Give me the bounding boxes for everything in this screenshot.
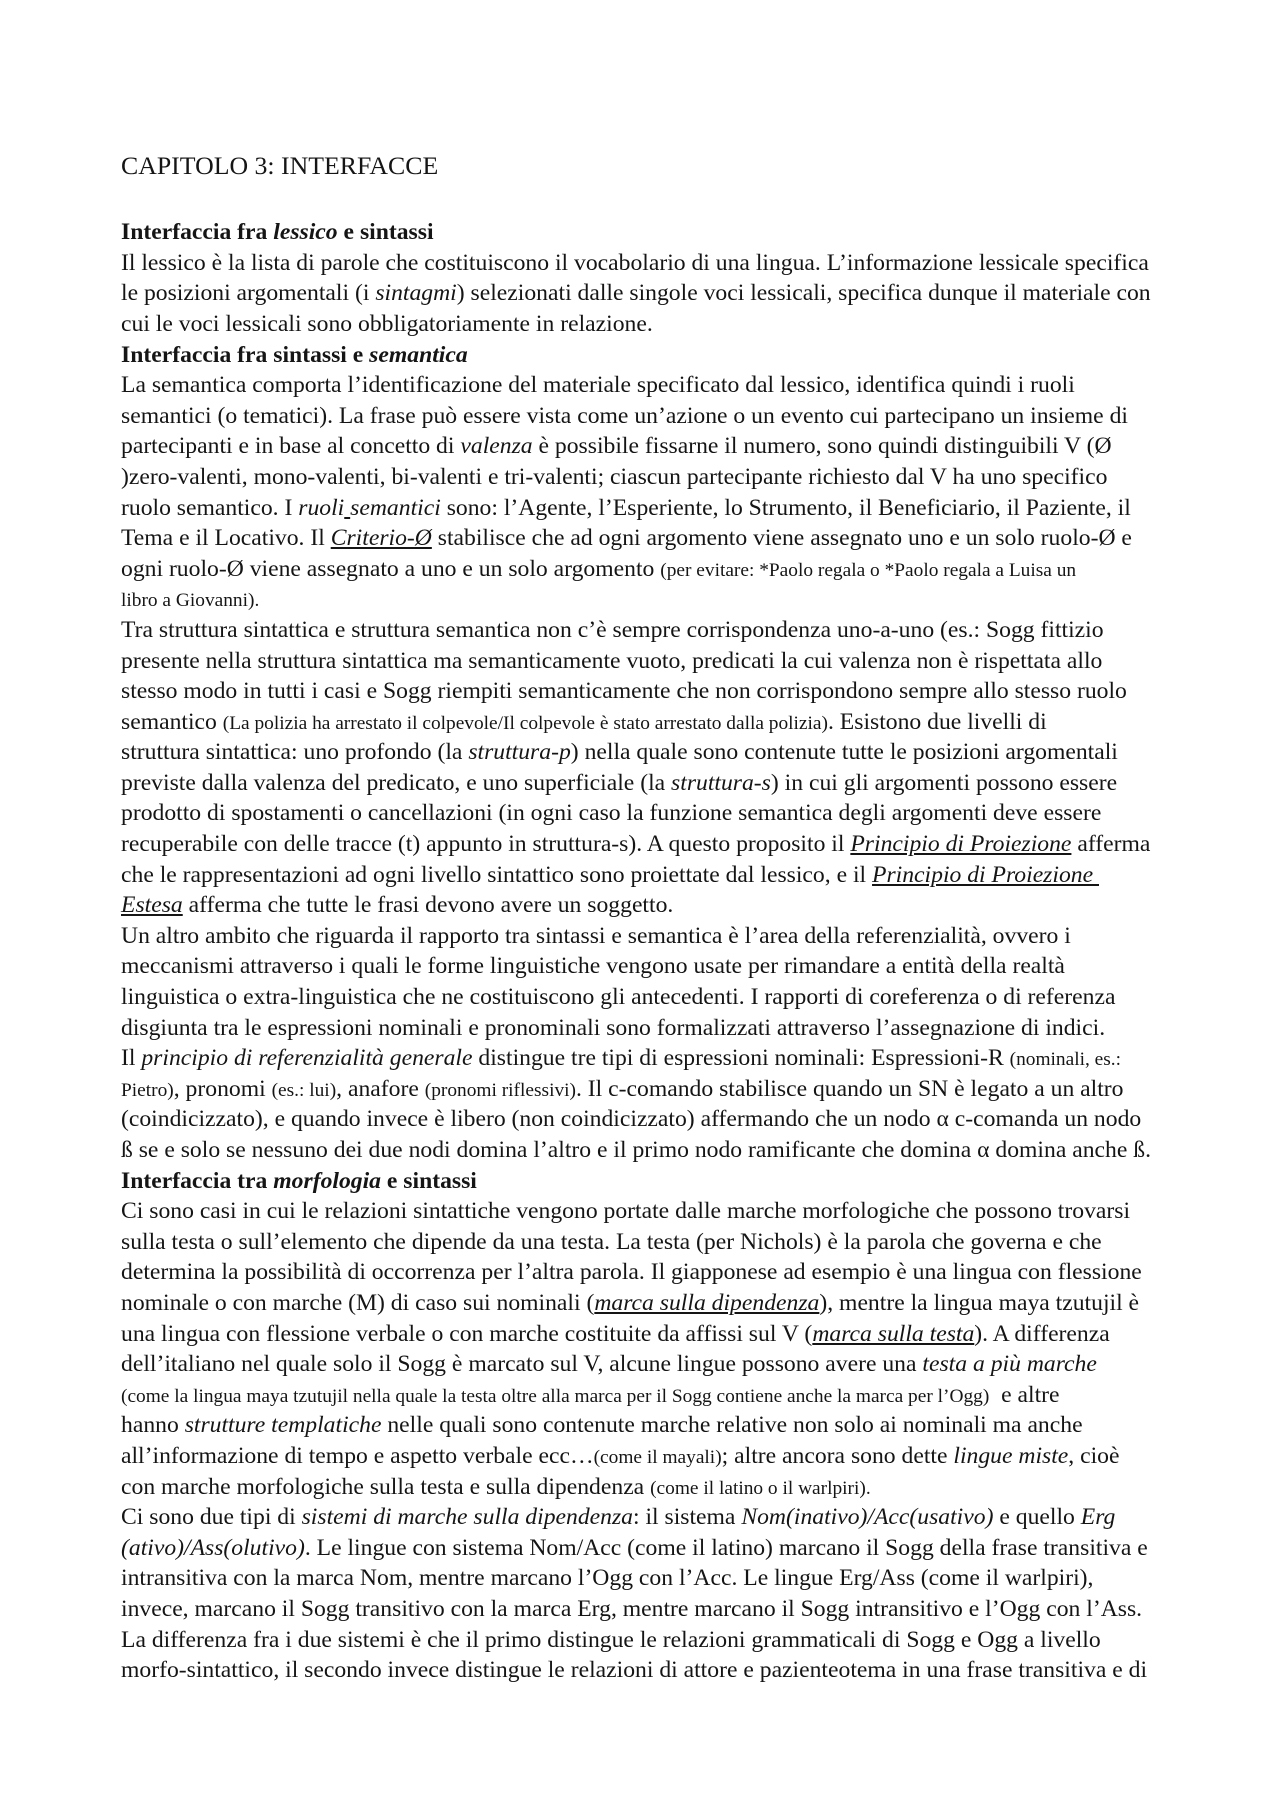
example-note: (come la lingua maya tzutujil nella quale la testa oltre alla marca per il Sogg contiene anche la marca per l’Ogg) [121,1385,990,1407]
text-run: Interfaccia fra [121,219,274,246]
text-line [121,554,1181,585]
example-note: (come il mayali) [593,1446,722,1468]
section [121,340,1181,1166]
text-run: Tra struttura sintattica e struttura semantica non c’è sempre corrispondenza uno-a-uno (es.: Sogg fittizio [121,616,1104,643]
text-line [121,860,1181,891]
text-run: prodotto di spostamenti o cancellazioni (in ogni caso la funzione semantica degli argomenti deve essere [121,800,1102,827]
text-line [121,1594,1181,1625]
text-run: . Esistono due livelli di [827,708,1047,735]
example-note: (nominali, es.: [1009,1049,1122,1071]
text-line [121,309,1181,340]
text-run: , pronomi [173,1075,272,1102]
text-line [121,921,1181,952]
paragraph [121,1196,1181,1502]
text-run: Ci sono due tipi di [121,1504,302,1531]
text-run: meccanismi attraverso i quali le forme linguistiche vengono usate per rimandare a entità della realtà [121,953,1065,980]
section-heading [121,340,1181,371]
text-line [121,1563,1181,1594]
italic-term: semantici [350,494,441,521]
text-run: morfo-sintattico, il secondo invece distingue le relazioni di attore e pazienteotema in una frase transitiva e di [121,1657,1148,1684]
section-heading [121,1166,1181,1197]
text-run: ), mentre la lingua maya tzutujil è [819,1289,1140,1316]
text-run: recuperabile con delle tracce (t) appunto in struttura-s). A questo proposito il [121,831,851,858]
italic-term: lessico [273,219,338,246]
text-run: Interfaccia tra [121,1167,274,1194]
text-run: La semantica comporta l’identificazione del materiale specificato dal lessico, identifica quindi i ruoli [121,372,1075,399]
text-run: : il sistema [632,1504,742,1531]
document-body [121,149,1181,1686]
text-run: una lingua con flessione verbale o con marche costituite da affissi sul V ( [121,1320,813,1347]
text-line [121,1013,1181,1044]
text-line [121,1196,1181,1227]
text-line [121,1288,1181,1319]
text-line [121,982,1181,1013]
text-run: disgiunta tra le espressioni nominali e pronominali sono formalizzati attraverso l’assegnazione di indici. [121,1014,1106,1041]
text-run: afferma [1071,831,1151,858]
text-run: . Il c-comando stabilisce quando un SN è legato a un altro [575,1075,1124,1102]
text-line [121,798,1181,829]
paragraph [121,370,1181,615]
text-run: e sintassi [337,219,434,246]
section [121,217,1181,339]
text-run: ogni ruolo-Ø viene assegnato a uno e un solo argomento [121,555,661,582]
text-line [121,1257,1181,1288]
text-line [121,951,1181,982]
underlined-term: marca sulla testa [812,1320,975,1347]
text-run: La differenza fra i due sistemi è che il primo distingue le relazioni grammaticali di Sogg e Ogg a livello [121,1626,1101,1653]
text-run: partecipanti e in base al concetto di [121,433,461,460]
document-sections [121,217,1181,1686]
text-run: sulla testa o sull’elemento che dipende da una testa. La testa (per Nichols) è la parola che governa e che [121,1228,1102,1255]
example-note: libro a Giovanni). [121,590,260,612]
paragraph [121,248,1181,340]
text-run: stabilisce che ad ogni argomento viene assegnato uno e un solo ruolo-Ø e [431,525,1132,552]
text-run: ) in cui gli argomenti possono essere [770,769,1118,796]
text-run: nominale o con marche (M) di caso sui nominali ( [121,1289,595,1316]
text-line [121,646,1181,677]
italic-term: sistemi di marche sulla dipendenza [301,1504,633,1531]
text-line [121,1441,1181,1472]
text-run: distingue tre tipi di espressioni nominali: Espressioni-R [472,1045,1010,1072]
italic-term: testa a più marche [922,1351,1097,1378]
text-line [121,431,1181,462]
section [121,1166,1181,1686]
text-line [121,676,1181,707]
text-run: ) selezionati dalle singole voci lessicali, specifica dunque il materiale con [456,280,1151,307]
paragraph [121,1502,1181,1686]
page-title: CAPITOLO 3: INTERFACCE [121,151,439,180]
text-run: Il [121,1045,142,1072]
text-line [121,1227,1181,1258]
text-run: è possibile fissarne il numero, sono quindi distinguibili V (Ø [532,433,1112,460]
italic-term: principio di referenzialità generale [141,1045,473,1072]
text-line [121,707,1181,738]
text-line [121,1349,1181,1380]
text-line [121,829,1181,860]
text-run: previste dalla valenza del predicato, e uno superficiale (la [121,769,672,796]
text-run: Interfaccia fra sintassi e [121,341,370,368]
text-run: nelle quali sono contenute marche relative non solo ai nominali ma anche [381,1412,1083,1439]
example-note: (per evitare: *Paolo regala o *Paolo regala a Luisa un [660,559,1077,581]
text-run: Il lessico è la lista di parole che costituiscono il vocabolario di una lingua. L’informazione lessicale specifica [121,249,1149,276]
text-line [121,1410,1181,1441]
paragraph [121,615,1181,921]
text-line [121,1043,1181,1074]
text-line [121,278,1181,309]
text-run: )zero-valenti, mono-valenti, bi-valenti e tri-valenti; ciascun partecipante richiesto dal V ha uno specifico [121,463,1108,490]
text-run: cui le voci lessicali sono obbligatoriamente in relazione. [121,310,653,337]
text-run: semantici (o tematici). La frase può essere vista come un’azione o un evento cui partecipano un insieme di [121,402,1128,429]
text-run: le posizioni argomentali (i [121,280,376,307]
text-run: ; altre ancora sono dette [721,1442,954,1469]
paragraph [121,921,1181,1043]
text-run: Tema e il Locativo. Il [121,525,331,552]
text-line [121,737,1181,768]
text-run: struttura sintattica: uno profondo (la [121,739,469,766]
text-line [121,370,1181,401]
italic-term: lingue miste [953,1442,1069,1469]
text-line [121,1472,1181,1503]
paragraph [121,1043,1181,1165]
italic-term: struttura-p [468,739,571,766]
example-note: (come il latino o il warlpiri). [650,1477,871,1499]
text-run: ruolo semantico. I [121,494,299,521]
text-run: e altre [989,1381,1060,1408]
italic-term: ruoli [298,494,345,521]
text-run: afferma che tutte le frasi devono avere un soggetto. [182,892,674,919]
text-run: stesso modo in tutti i casi e Sogg riempiti semanticamente che non corrispondono sempre allo stesso ruolo [121,678,1127,705]
text-line [121,401,1181,432]
text-line [121,1380,1181,1411]
text-run: che le rappresentazioni ad ogni livello sintattico sono proiettate dal lessico, e il [121,861,873,888]
text-run: presente nella struttura sintattica ma semanticamente vuoto, predicati la cui valenza non è rispettata allo [121,647,1103,674]
text-line [121,890,1181,921]
text-run: semantico [121,708,223,735]
underlined-term: marca sulla dipendenza [594,1289,820,1316]
underlined-term: Criterio-Ø [330,525,432,552]
text-run: hanno [121,1412,185,1439]
example-note: Pietro) [121,1079,174,1101]
text-line [121,1074,1181,1105]
text-line [121,493,1181,524]
text-run: determina la possibilità di occorrenza per l’altra parola. Il giapponese ad esempio è una lingua con flessione [121,1259,1142,1286]
text-run: ß se e solo se nessuno dei due nodi domina l’altro e il primo nodo ramificante che domina α domina anche ß. [121,1137,1151,1163]
text-line [121,462,1181,493]
text-run: Ci sono casi in cui le relazioni sintattiche vengono portate dalle marche morfologiche che possono trovarsi [121,1198,1131,1225]
italic-term: valenza [460,433,533,460]
italic-term: (ativo)/Ass(olutivo) [121,1534,305,1561]
text-line [121,1319,1181,1350]
text-run: , cioè [1068,1442,1120,1469]
text-run: . Le lingue con sistema Nom/Acc (come il latino) marcano il Sogg della frase transitiva e [304,1534,1148,1561]
text-line [121,248,1181,279]
text-run: (coindicizzato), e quando invece è libero (non coindicizzato) affermando che un nodo α c-comanda un nodo [121,1106,1142,1133]
text-run: linguistica o extra-linguistica che ne costituiscono gli antecedenti. I rapporti di coreferenza o di referenza [121,984,1116,1011]
text-line [121,584,1181,615]
underlined-term: Estesa [121,892,183,919]
text-run: sono: l’Agente, l’Esperiente, lo Strumento, il Beneficiario, il Paziente, il [440,494,1131,521]
italic-term: Nom(inativo)/Acc(usativo) [741,1504,994,1531]
text-run: intransitiva con la marca Nom, mentre marcano l’Ogg con l’Acc. Le lingue Erg/Ass (come il warlpiri), [121,1565,1094,1592]
underlined-term: Principio di Proiezione [850,831,1072,858]
text-line [121,1135,1181,1166]
text-run: dell’italiano nel quale solo il Sogg è marcato sul V, alcune lingue possono avere una [121,1351,923,1378]
text-run: con marche morfologiche sulla testa e sulla dipendenza [121,1473,651,1500]
text-run: ) nella quale sono contenute tutte le posizioni argomentali [570,739,1118,766]
text-line [121,1502,1181,1533]
italic-term: struttura-s [671,769,771,796]
text-line [121,523,1181,554]
text-line [121,615,1181,646]
text-run: all’informazione di tempo e aspetto verbale ecc… [121,1442,594,1469]
italic-term: semantica [369,341,468,368]
example-note: (pronomi riflessivi) [424,1079,576,1101]
text-run: ). A differenza [974,1320,1110,1347]
text-run: , anafore [336,1075,425,1102]
italic-term: Erg [1080,1504,1116,1531]
italic-term: sintagmi [375,280,457,307]
section-heading [121,217,1181,248]
italic-term: morfologia [273,1167,381,1194]
text-line [121,1104,1181,1135]
text-line [121,768,1181,799]
text-run: e sintassi [380,1167,477,1194]
example-note: (La polizia ha arrestato il colpevole/Il colpevole è stato arrestato dalla polizia) [222,712,828,734]
example-note: (es.: lui) [271,1079,337,1101]
text-run: Un altro ambito che riguarda il rapporto tra sintassi e semantica è l’area della referenzialità, ovvero i [121,922,1071,949]
italic-term: strutture templatiche [184,1412,382,1439]
text-line [121,1655,1181,1686]
text-line [121,1625,1181,1656]
underlined-term: Principio di Proiezione [872,861,1099,888]
text-run: e quello [993,1504,1081,1531]
text-line [121,1533,1181,1564]
text-run: invece, marcano il Sogg transitivo con la marca Erg, mentre marcano il Sogg intransitivo e l’Ogg con l’Ass. [121,1595,1143,1622]
